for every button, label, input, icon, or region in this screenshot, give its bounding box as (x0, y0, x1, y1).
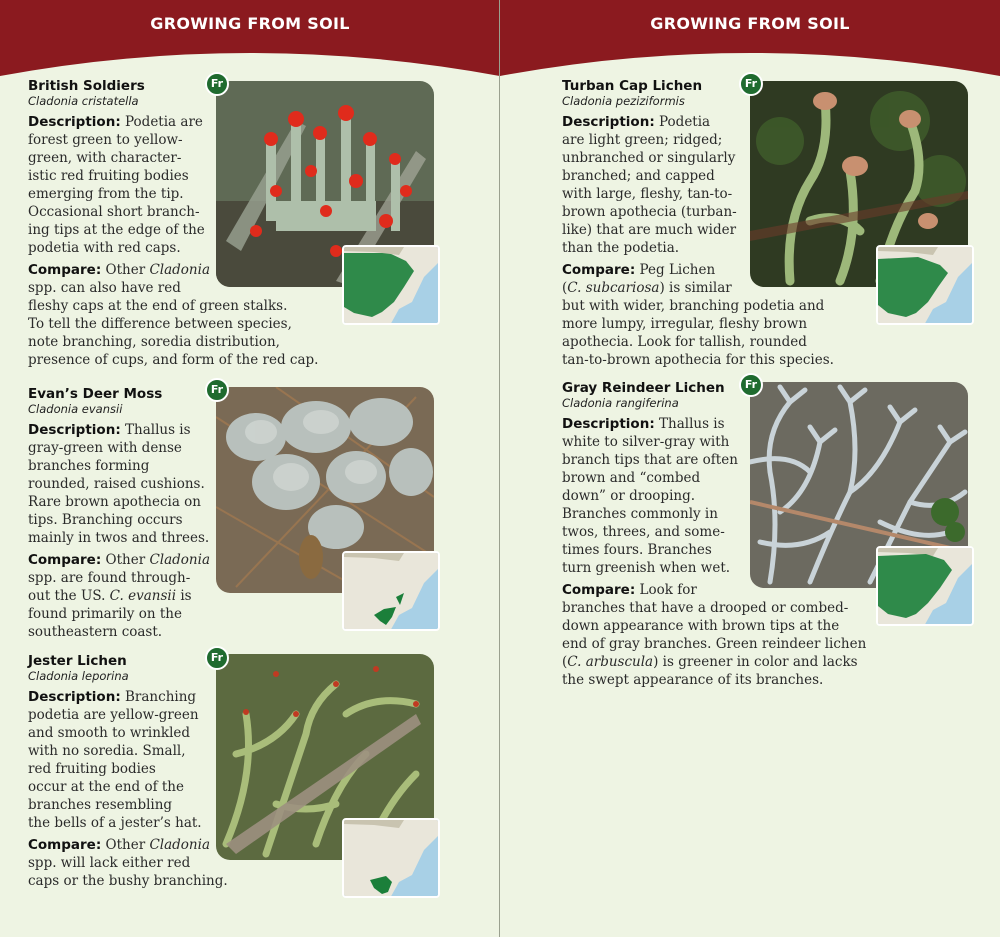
fruticose-badge: Fr (739, 373, 763, 397)
range-map (342, 245, 440, 325)
fruticose-badge: Fr (205, 646, 229, 670)
range-map (342, 551, 440, 631)
description: Description: Podetia are forest green to yellow- green, with character- istic red fruiting bodies emerging from the tip. Occasional short branch- ing tips at the edge of the podetia with red caps. (28, 114, 205, 256)
section-title: GROWING FROM SOIL (150, 14, 350, 33)
entry-jester-lichen (28, 653, 238, 890)
range-map (876, 245, 974, 325)
species-latin-name: Cladonia leporina (28, 669, 129, 683)
entry-evans-deer-moss (28, 386, 228, 641)
right-page (500, 0, 1000, 937)
species-name: Evan’s Deer Moss (28, 386, 163, 402)
species-latin-name: Cladonia rangiferina (562, 396, 679, 410)
fruticose-badge: Fr (739, 72, 763, 96)
compare: Compare: Other Cladonia spp. will lack either red caps or the bushy branching. (28, 837, 228, 889)
species-name: Jester Lichen (28, 653, 127, 669)
fruticose-badge: Fr (205, 378, 229, 402)
compare: Compare: Other Cladonia spp. are found through- out the US. C. evansii is found primarily on the southeastern coast. (28, 552, 210, 640)
description: Description: Thallus is white to silver-gray with branch tips that are often brown and “combed down” or drooping. Branches commonly in twos, threes, and some- times fours. Branches turn greenish when wet. (562, 416, 738, 576)
species-name: Gray Reindeer Lichen (562, 380, 725, 396)
species-latin-name: Cladonia peziziformis (562, 94, 685, 108)
fruticose-badge: Fr (205, 72, 229, 96)
species-latin-name: Cladonia evansii (28, 402, 123, 416)
species-name: British Soldiers (28, 78, 145, 94)
species-name: Turban Cap Lichen (562, 78, 703, 94)
left-page-header (0, 0, 500, 80)
range-map (342, 818, 440, 898)
description: Description: Branching podetia are yellow-green and smooth to wrinkled with no soredia. Small, red fruiting bodies occur at the end of the branches resembling the bells of a jester’s hat. (28, 689, 202, 831)
compare: Compare: Look for branches that have a drooped or combed- down appearance with brown tips at the end of gray branches. Green reindeer lichen (C. arbuscula) is greener in color and lacks the swept appearance of its branches. (562, 582, 867, 688)
compare: Compare: Other Cladonia spp. can also have red fleshy caps at the end of green stalks. To tell the difference between species, note branching, soredia distribution, presence of cups, and form of the red cap. (28, 262, 319, 368)
section-title: GROWING FROM SOIL (650, 14, 850, 33)
range-map (876, 546, 974, 626)
species-latin-name: Cladonia cristatella (28, 94, 139, 108)
compare: Compare: Peg Lichen (C. subcariosa) is similar but with wider, branching podetia and more lumpy, irregular, fleshy brown apothecia. Look for tallish, rounded tan-to-brown apothecia for this species. (562, 262, 834, 368)
right-page-header (500, 0, 1000, 80)
description: Description: Thallus is gray-green with dense branches forming rounded, raised cushions. Rare brown apothecia on tips. Branching occurs mainly in twos and threes. (28, 422, 210, 546)
description: Description: Podetia are light green; ridged; unbranched or singularly branched; and capped with large, fleshy, tan-to- brown apothecia (turban- like) that are much wider than the podetia. (562, 114, 737, 256)
